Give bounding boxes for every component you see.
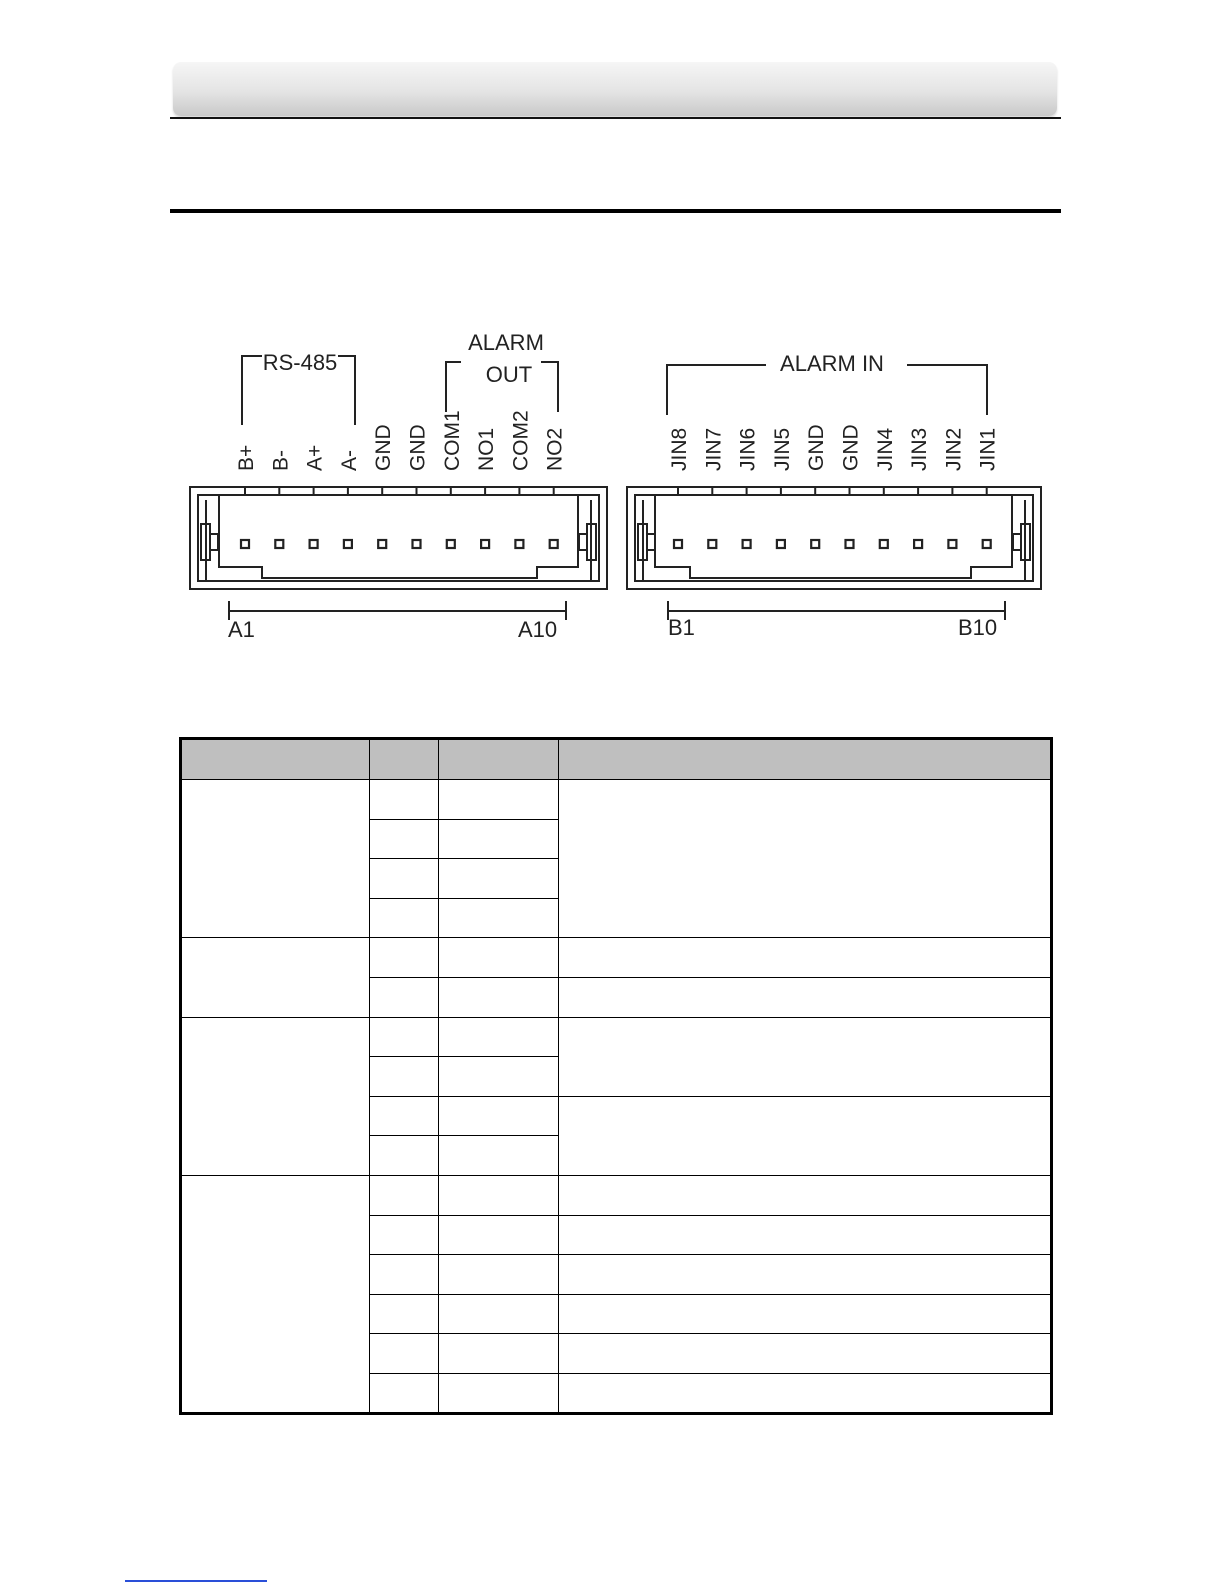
connector-a-pin bbox=[310, 540, 318, 548]
group-cell bbox=[181, 1017, 370, 1175]
terminal-diagram bbox=[0, 0, 1224, 700]
connector-a-pin bbox=[275, 540, 283, 548]
connector-b-pin-label: JIN4 bbox=[873, 427, 897, 471]
connector-b-pin bbox=[880, 540, 888, 548]
connector-a-pin-label: NO2 bbox=[543, 427, 567, 471]
table-cell bbox=[439, 819, 559, 859]
connector-b-pin bbox=[914, 540, 922, 548]
connector-b-pin-label: GND bbox=[805, 424, 829, 471]
table-header-row bbox=[181, 739, 1052, 780]
table-cell bbox=[370, 1294, 439, 1334]
table-cell bbox=[439, 898, 559, 938]
connector-b-end-label: B10 bbox=[958, 615, 998, 640]
description-cell bbox=[559, 1294, 1052, 1334]
description-cell bbox=[559, 977, 1052, 1017]
description-cell bbox=[559, 780, 1052, 938]
connector-b-pins bbox=[674, 487, 991, 548]
table-cell bbox=[439, 1096, 559, 1136]
connector-b-pin-label: JIN6 bbox=[736, 427, 760, 471]
table-cell bbox=[439, 780, 559, 820]
rs485-label: RS-485 bbox=[262, 350, 338, 375]
group-cell bbox=[181, 1175, 370, 1413]
connector-b-pin-label: JIN3 bbox=[908, 427, 932, 471]
description-cell bbox=[559, 1334, 1052, 1374]
table-cell bbox=[439, 1255, 559, 1295]
table-cell bbox=[370, 938, 439, 978]
connector-a-pin bbox=[481, 540, 489, 548]
description-cell bbox=[559, 1373, 1052, 1413]
table-cell bbox=[370, 1175, 439, 1215]
connector-b-pin-label: JIN1 bbox=[976, 427, 1000, 471]
header-cell bbox=[181, 739, 370, 780]
table-cell bbox=[439, 1373, 559, 1413]
table-cell bbox=[439, 938, 559, 978]
table-row bbox=[181, 1175, 1052, 1215]
connector-b-pin bbox=[846, 540, 854, 548]
table-cell bbox=[370, 1373, 439, 1413]
description-cell bbox=[559, 1017, 1052, 1096]
table-cell bbox=[439, 1294, 559, 1334]
connector-b-pin bbox=[983, 540, 991, 548]
connector-b bbox=[627, 487, 1041, 589]
connector-b-pin-label: JIN5 bbox=[770, 427, 794, 471]
description-cell bbox=[559, 1096, 1052, 1175]
connector-a-pin bbox=[344, 540, 352, 548]
connector-a-pin-label: B+ bbox=[235, 444, 258, 471]
table-cell bbox=[439, 1175, 559, 1215]
b-dimension-line bbox=[668, 601, 1005, 620]
alarm-out-label-1: ALARM bbox=[468, 330, 544, 355]
alarm-in-label: ALARM IN bbox=[780, 351, 884, 376]
table-row bbox=[181, 938, 1052, 978]
footer-link-underline bbox=[125, 1580, 267, 1582]
connector-b-start-label: B1 bbox=[668, 615, 695, 640]
table-cell bbox=[370, 1334, 439, 1374]
table-cell bbox=[370, 780, 439, 820]
connector-a-pin bbox=[515, 540, 523, 548]
connector-a-pin-label: COM2 bbox=[509, 410, 533, 471]
table-cell bbox=[370, 1136, 439, 1176]
pin-definition-table bbox=[179, 737, 1053, 1415]
connector-a-pin-label: A- bbox=[337, 450, 361, 471]
connector-a-pin-label: A+ bbox=[303, 444, 327, 471]
connector-a-pin bbox=[413, 540, 421, 548]
connector-b-pin bbox=[674, 540, 682, 548]
header-cell bbox=[439, 739, 559, 780]
connector-b-pin bbox=[948, 540, 956, 548]
description-cell bbox=[559, 938, 1052, 978]
connector-b-pin bbox=[708, 540, 716, 548]
connector-a bbox=[190, 487, 607, 589]
table-cell bbox=[439, 1136, 559, 1176]
table-cell bbox=[439, 1017, 559, 1057]
connector-a-pin-label: GND bbox=[406, 424, 430, 471]
table-cell bbox=[370, 1017, 439, 1057]
table-cell bbox=[370, 977, 439, 1017]
table-cell bbox=[439, 1215, 559, 1255]
table-cell bbox=[370, 1255, 439, 1295]
connector-a-pin-label: B- bbox=[269, 450, 293, 471]
connector-b-pin-label: GND bbox=[839, 424, 863, 471]
description-cell bbox=[559, 1175, 1052, 1215]
connector-a-pin-label: GND bbox=[372, 424, 396, 471]
connector-a-pin-label: NO1 bbox=[475, 427, 499, 471]
description-cell bbox=[559, 1215, 1052, 1255]
table-cell bbox=[439, 1057, 559, 1097]
table-cell bbox=[439, 859, 559, 899]
connector-b-pin bbox=[777, 540, 785, 548]
header-cell bbox=[370, 739, 439, 780]
table-cell bbox=[370, 819, 439, 859]
group-cell bbox=[181, 780, 370, 938]
connector-b-pin-label: JIN7 bbox=[702, 427, 726, 471]
a-dimension-line bbox=[229, 601, 566, 620]
connector-b-pin bbox=[811, 540, 819, 548]
table-cell bbox=[370, 1096, 439, 1136]
connector-b-pin-label: JIN8 bbox=[668, 427, 691, 471]
group-cell bbox=[181, 938, 370, 1017]
table-cell bbox=[370, 1215, 439, 1255]
connector-a-pin bbox=[378, 540, 386, 548]
connector-a-pin-label: COM1 bbox=[440, 410, 464, 471]
table-row bbox=[181, 780, 1052, 820]
connector-b-pin-label: JIN2 bbox=[942, 427, 966, 471]
table-row bbox=[181, 1017, 1052, 1057]
connector-a-pin bbox=[241, 540, 249, 548]
description-cell bbox=[559, 1255, 1052, 1295]
table-cell bbox=[370, 1057, 439, 1097]
table-cell bbox=[439, 977, 559, 1017]
connector-a-pin bbox=[447, 540, 455, 548]
connector-a-pin bbox=[550, 540, 558, 548]
connector-a-start-label: A1 bbox=[228, 617, 255, 642]
header-cell bbox=[559, 739, 1052, 780]
connector-b-pin bbox=[743, 540, 751, 548]
alarm-out-label-2: OUT bbox=[485, 362, 533, 387]
table-cell bbox=[370, 898, 439, 938]
connector-a-pins bbox=[241, 487, 558, 548]
connector-a-end-label: A10 bbox=[518, 617, 558, 642]
table-cell bbox=[439, 1334, 559, 1374]
table-cell bbox=[370, 859, 439, 899]
